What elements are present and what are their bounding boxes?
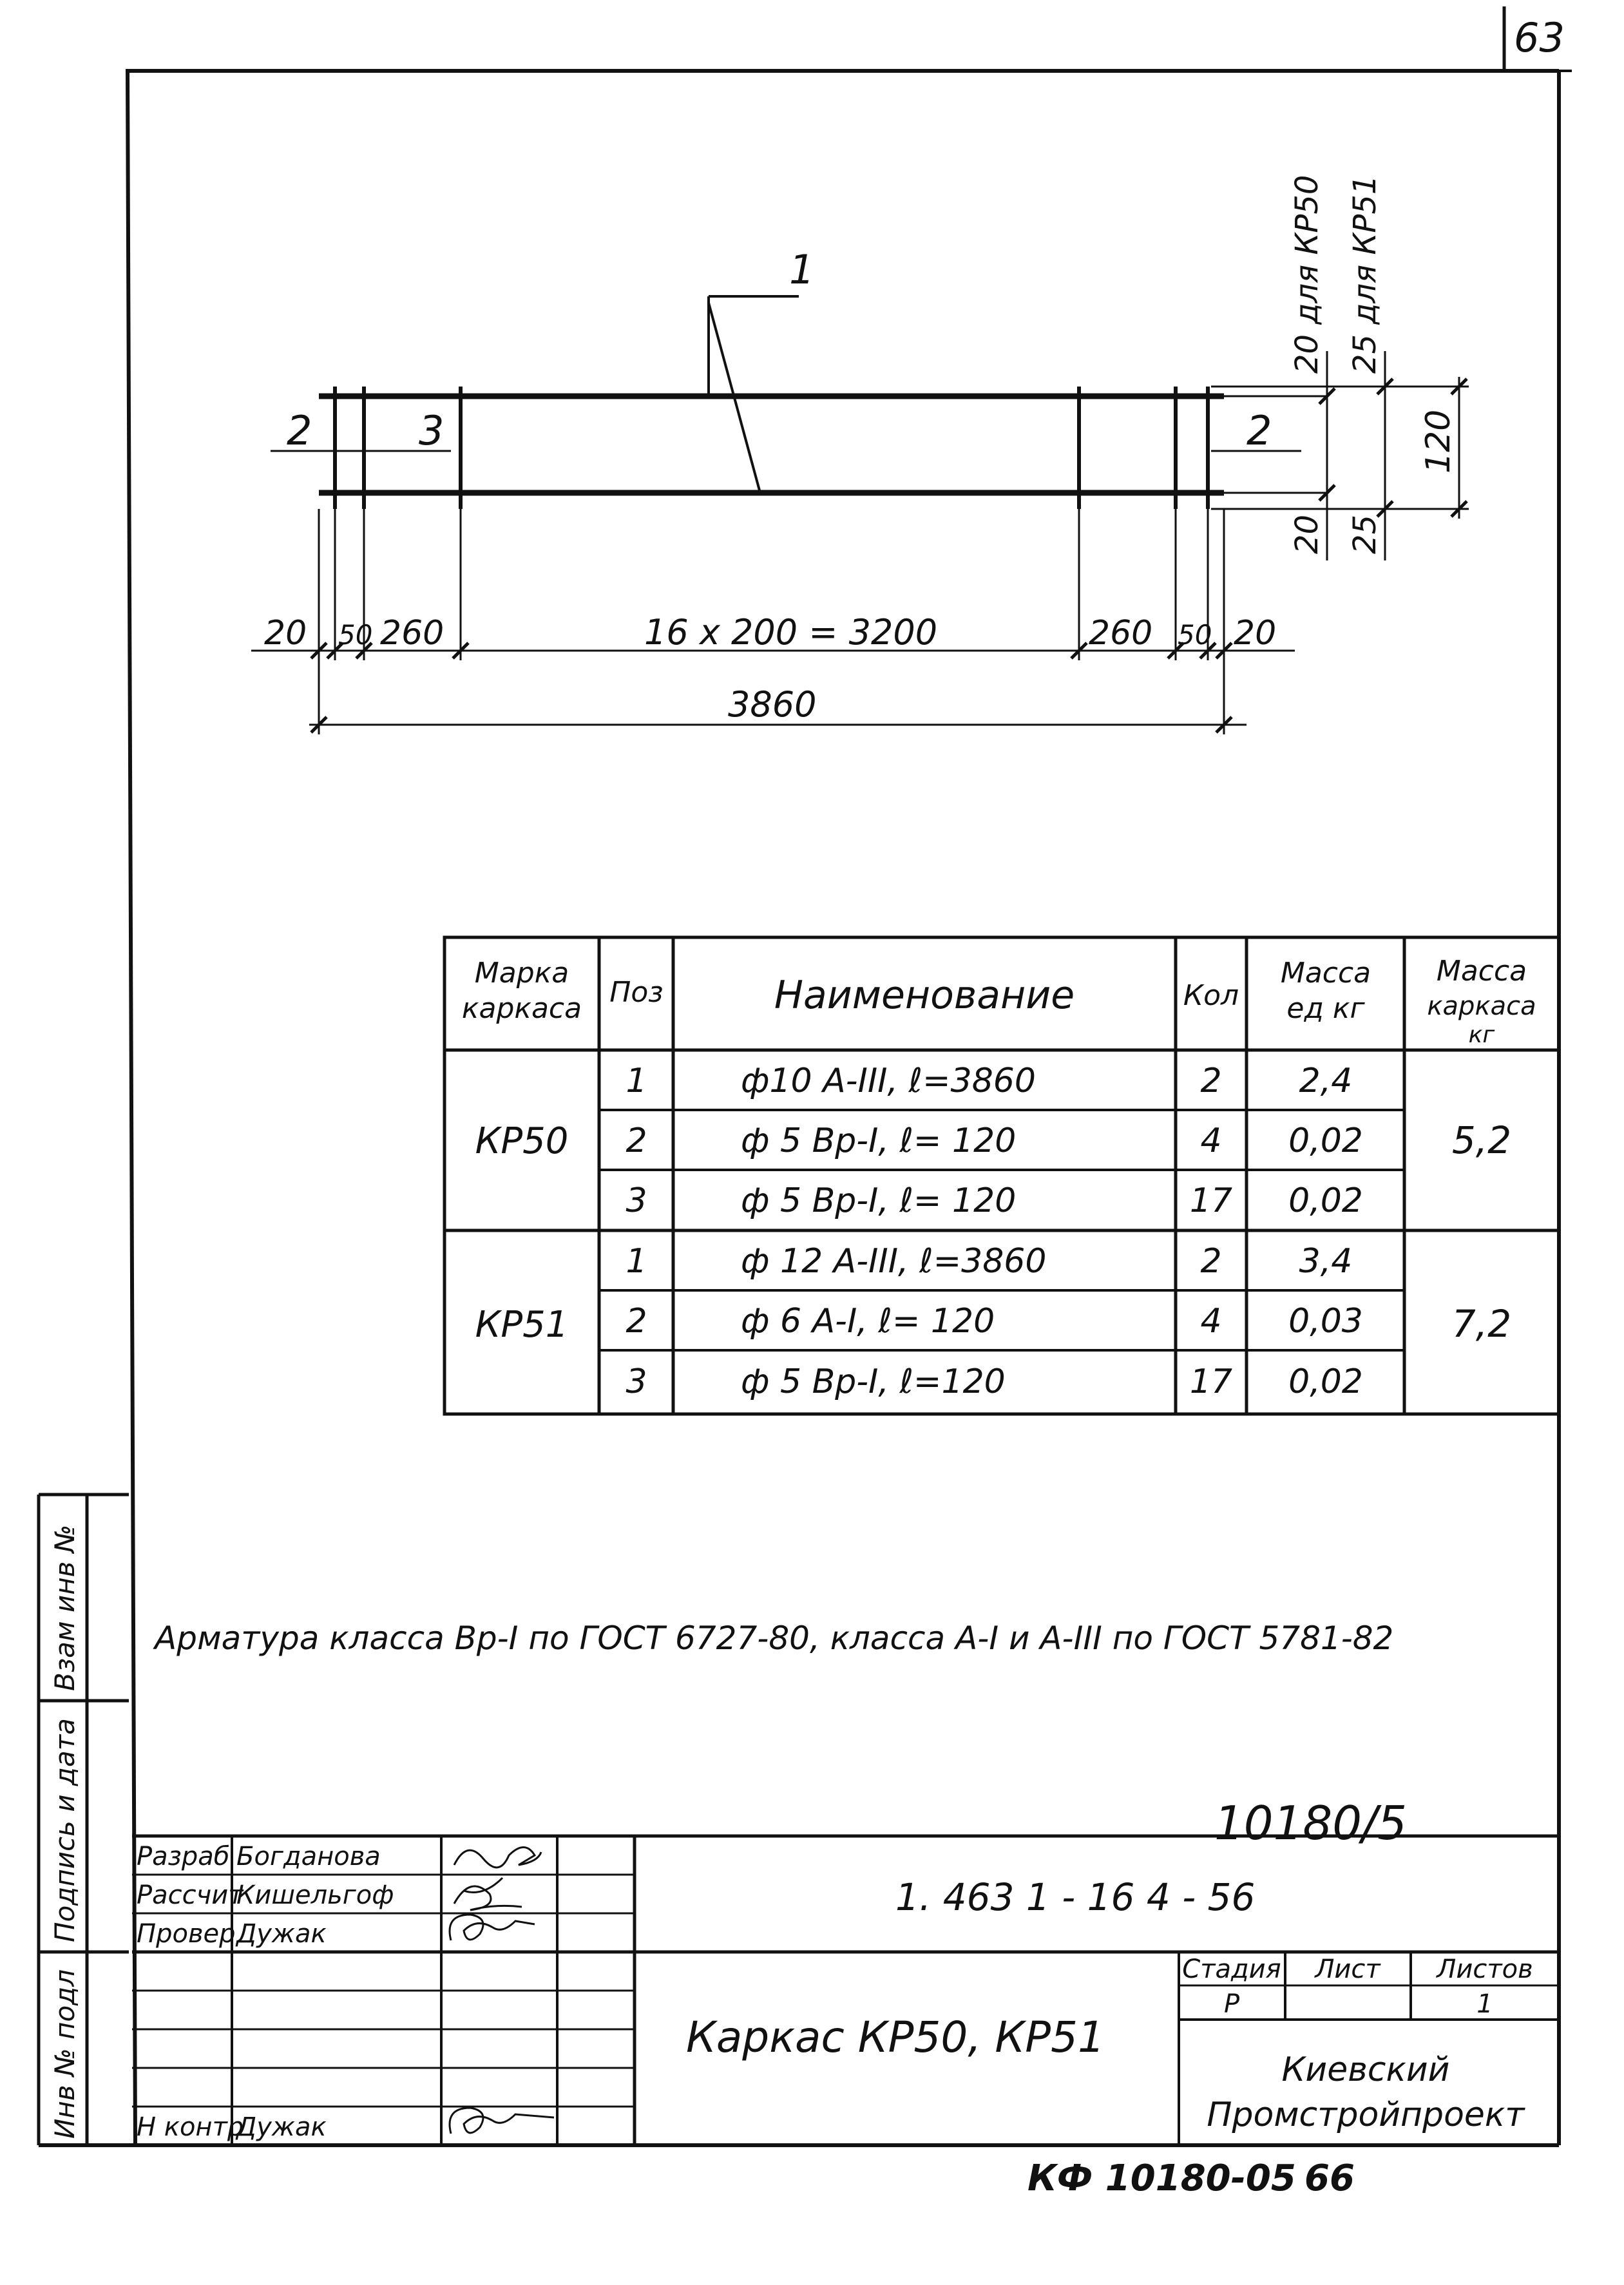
table-row (626, 1122, 1362, 1160)
dim-50-left: 50 (338, 619, 373, 651)
dim-height: 120 (1419, 409, 1458, 473)
row-mass: 0,02 (1288, 1122, 1363, 1160)
row-pos: 1 (626, 1242, 647, 1281)
hdr-mark-l1: Марка (474, 957, 569, 990)
table-row (626, 1181, 1362, 1220)
hdr-frame-mass-l3: кг (1468, 1022, 1495, 1048)
hdr-frame-mass-l1: Масса (1436, 955, 1527, 988)
dim-top-kr50: 20 для КР50 (1289, 175, 1325, 374)
hdr-unit-mass-l2: ед кг (1286, 992, 1365, 1025)
title-block (132, 1836, 1559, 2145)
row-qty: 4 (1200, 1122, 1222, 1160)
role-checked: Провер (137, 1919, 236, 1949)
mark-kr50: КР50 (475, 1120, 569, 1162)
row-qty: 17 (1189, 1362, 1233, 1401)
signature-developer (454, 1848, 541, 1868)
row-name: ф 5 Вр-I, ℓ= 120 (741, 1122, 1017, 1160)
row-qty: 17 (1189, 1181, 1233, 1220)
hdr-mark-l2: каркаса (461, 992, 582, 1025)
doc-code: 1. 463 1 - 16 4 - 56 (895, 1875, 1256, 1919)
signature-n-control (450, 2108, 554, 2134)
signature-calculator (454, 1878, 522, 1910)
table-row (626, 1302, 1362, 1341)
org-line-1: Киевский (1281, 2051, 1450, 2089)
dim-20-right: 20 (1234, 614, 1277, 653)
row-pos: 3 (626, 1181, 647, 1220)
row-pos: 3 (626, 1362, 647, 1401)
hdr-pos: Поз (609, 976, 664, 1009)
role-n-control: Н контр (137, 2112, 244, 2142)
hdr-unit-mass-l1: Масса (1280, 957, 1371, 990)
hdr-qty: Кол (1183, 979, 1239, 1012)
dim-260-right: 260 (1089, 614, 1153, 653)
drawing-title: Каркас КР50, КР51 (686, 2013, 1105, 2062)
label-pos-2-right: 2 (1247, 407, 1272, 454)
org-line-2: Промстройпроект (1207, 2096, 1525, 2134)
role-developed: Разраб (137, 1842, 230, 1871)
side-stamp (39, 1495, 129, 2145)
dim-span: 16 x 200 = 3200 (644, 612, 938, 653)
name-developed: Богданова (236, 1842, 381, 1871)
row-mass: 3,4 (1299, 1242, 1353, 1281)
table-row (626, 1242, 1352, 1281)
name-n-control: Дужак (236, 2112, 327, 2142)
dim-50-right: 50 (1178, 619, 1212, 651)
row-name: ф 5 Вр-I, ℓ= 120 (741, 1181, 1017, 1220)
row-pos: 1 (626, 1062, 647, 1100)
row-mass: 0,02 (1288, 1181, 1363, 1220)
table-row (626, 1362, 1362, 1401)
row-name: ф 12 А-III, ℓ=3860 (741, 1242, 1047, 1281)
stamp-inv-orig: Инв № подл (49, 1969, 81, 2139)
frame-mass-kr51: 7,2 (1451, 1302, 1512, 1346)
order-number: 10180/5 (1214, 1796, 1408, 1850)
label-pos-3: 3 (419, 407, 444, 454)
page-number: 63 (1514, 14, 1565, 61)
sheet-label: Лист (1315, 1955, 1380, 1984)
name-calculated: Кишельгоф (236, 1880, 394, 1910)
label-pos-2-left: 2 (287, 407, 312, 454)
row-name: ф10 А-III, ℓ=3860 (741, 1062, 1036, 1100)
table-row (626, 1062, 1352, 1100)
spec-table (444, 937, 1559, 1414)
stage-value: Р (1223, 1989, 1240, 2019)
row-mass: 2,4 (1299, 1062, 1353, 1100)
dim-total: 3860 (728, 684, 817, 725)
footer-code: КФ 10180-05 (1027, 2157, 1296, 2199)
row-qty: 2 (1200, 1242, 1222, 1281)
footer-page: 66 (1304, 2157, 1355, 2199)
row-mass: 0,02 (1288, 1362, 1363, 1401)
row-qty: 4 (1200, 1302, 1222, 1341)
frame-mass-kr50: 5,2 (1451, 1118, 1512, 1162)
row-pos: 2 (626, 1122, 647, 1160)
role-calculated: Рассчит (137, 1880, 244, 1910)
dim-bottom-25: 25 (1347, 514, 1383, 554)
callout-pos-1: 1 (789, 246, 815, 293)
row-pos: 2 (626, 1302, 647, 1341)
row-name: ф 5 Вр-I, ℓ=120 (741, 1362, 1006, 1401)
name-checked: Дужак (236, 1919, 327, 1949)
stage-label: Стадия (1182, 1955, 1281, 1984)
row-mass: 0,03 (1288, 1302, 1363, 1341)
row-name: ф 6 А-I, ℓ= 120 (741, 1302, 995, 1341)
dim-260-left: 260 (380, 614, 444, 653)
dim-20-left: 20 (264, 614, 307, 653)
sheets-label: Листов (1437, 1955, 1533, 1984)
signature-checker (450, 1915, 535, 1940)
dim-bottom-20: 20 (1289, 514, 1325, 554)
note: Арматура класса Вр-I по ГОСТ 6727-80, класса А-I и А-III по ГОСТ 5781-82 (155, 1620, 1394, 1657)
hdr-frame-mass-l2: каркаса (1427, 991, 1536, 1021)
dim-top-kr51: 25 для КР51 (1347, 175, 1383, 374)
stamp-replace-inv: Взам инв № (49, 1524, 81, 1691)
hdr-name: Наименование (774, 973, 1075, 1018)
row-qty: 2 (1200, 1062, 1222, 1100)
sheets-value: 1 (1476, 1989, 1493, 2019)
mark-kr51: КР51 (475, 1304, 569, 1346)
frame-drawing (251, 175, 1469, 734)
stamp-sign-date: Подпись и дата (49, 1718, 81, 1942)
